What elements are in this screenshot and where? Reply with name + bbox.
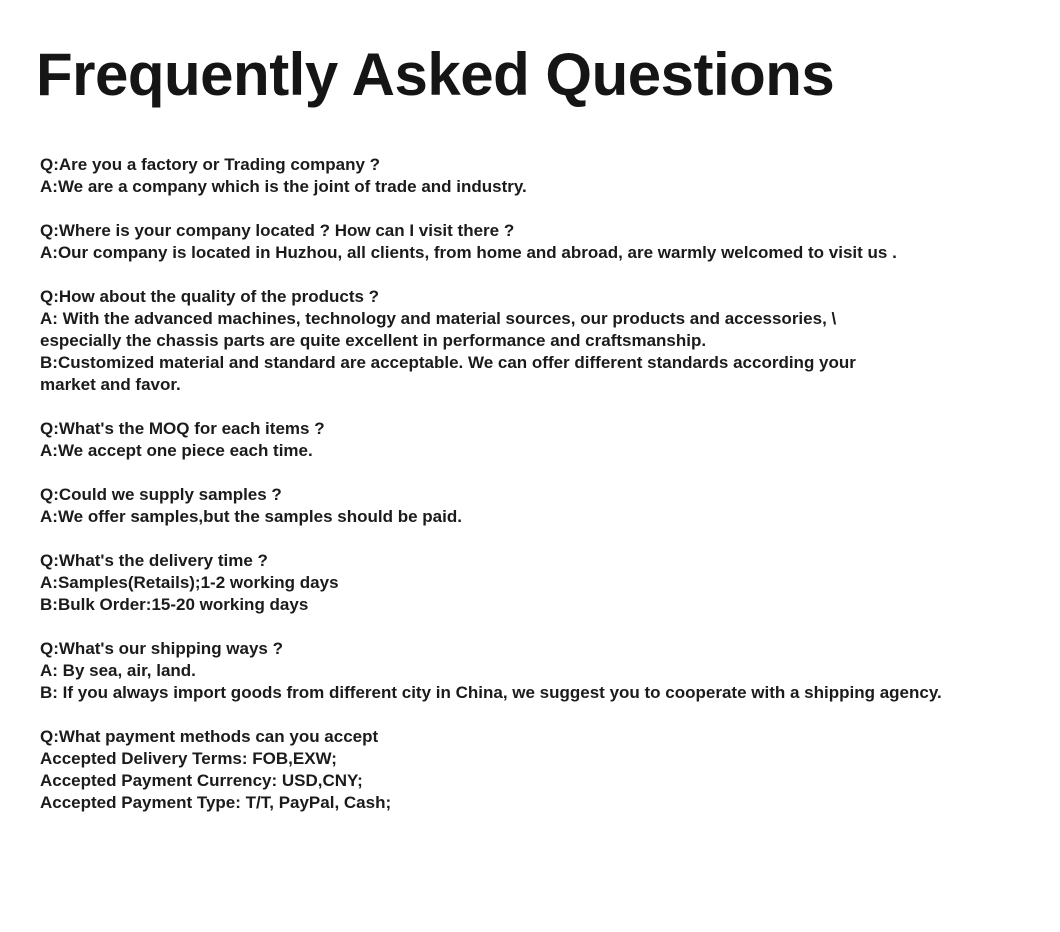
faq-section [40,286,1040,396]
faq-line: Accepted Delivery Terms: FOB,EXW; [40,749,337,768]
faq-line: A:Samples(Retails);1-2 working days [40,573,339,592]
faq-line: A: With the advanced machines, technology and material sources, our products and accessories, \ [40,309,837,328]
page-title: Frequently Asked Questions [36,41,835,108]
faq-line: Q:Could we supply samples ? [40,485,282,504]
faq-line: A: By sea, air, land. [40,661,196,680]
faq-line: Q:What's the delivery time ? [40,551,268,570]
faq-line: Q:Are you a factory or Trading company ? [40,155,381,174]
faq-line: A:We are a company which is the joint of trade and industry. [40,177,527,196]
faq-line: Q:What's the MOQ for each items ? [40,419,325,438]
faq-section [40,154,1040,198]
faq-section [40,418,1040,462]
faq-line: B:Bulk Order:15-20 working days [40,595,309,614]
faq-line: Q:How about the quality of the products ? [40,287,380,306]
faq-line: A:Our company is located in Huzhou, all clients, from home and abroad, are warmly welcomed to visit us . [40,243,897,262]
faq-section [40,638,1040,704]
faq-section [40,484,1040,528]
faq-line: Q:What payment methods can you accept [40,727,379,746]
faq-line: A:We offer samples,but the samples should be paid. [40,507,462,526]
faq-line: especially the chassis parts are quite excellent in performance and craftsmanship. [40,331,707,350]
faq-line: Q:Where is your company located ? How can I visit there ? [40,221,515,240]
faq-line: A:We accept one piece each time. [40,441,313,460]
faq-line: Accepted Payment Currency: USD,CNY; [40,771,363,790]
faq-section [40,220,1040,264]
faq-line: Q:What's our shipping ways ? [40,639,283,658]
faq-line: Accepted Payment Type: T/T, PayPal, Cash; [40,793,392,812]
faq-line: B:Customized material and standard are acceptable. We can offer different standards according your [40,353,856,372]
faq-section [40,726,1040,814]
faq-line: B: If you always import goods from different city in China, we suggest you to cooperate with a shipping agency. [40,683,942,702]
faq-list [0,108,1060,814]
faq-section [40,550,1040,616]
faq-line: market and favor. [40,375,181,394]
